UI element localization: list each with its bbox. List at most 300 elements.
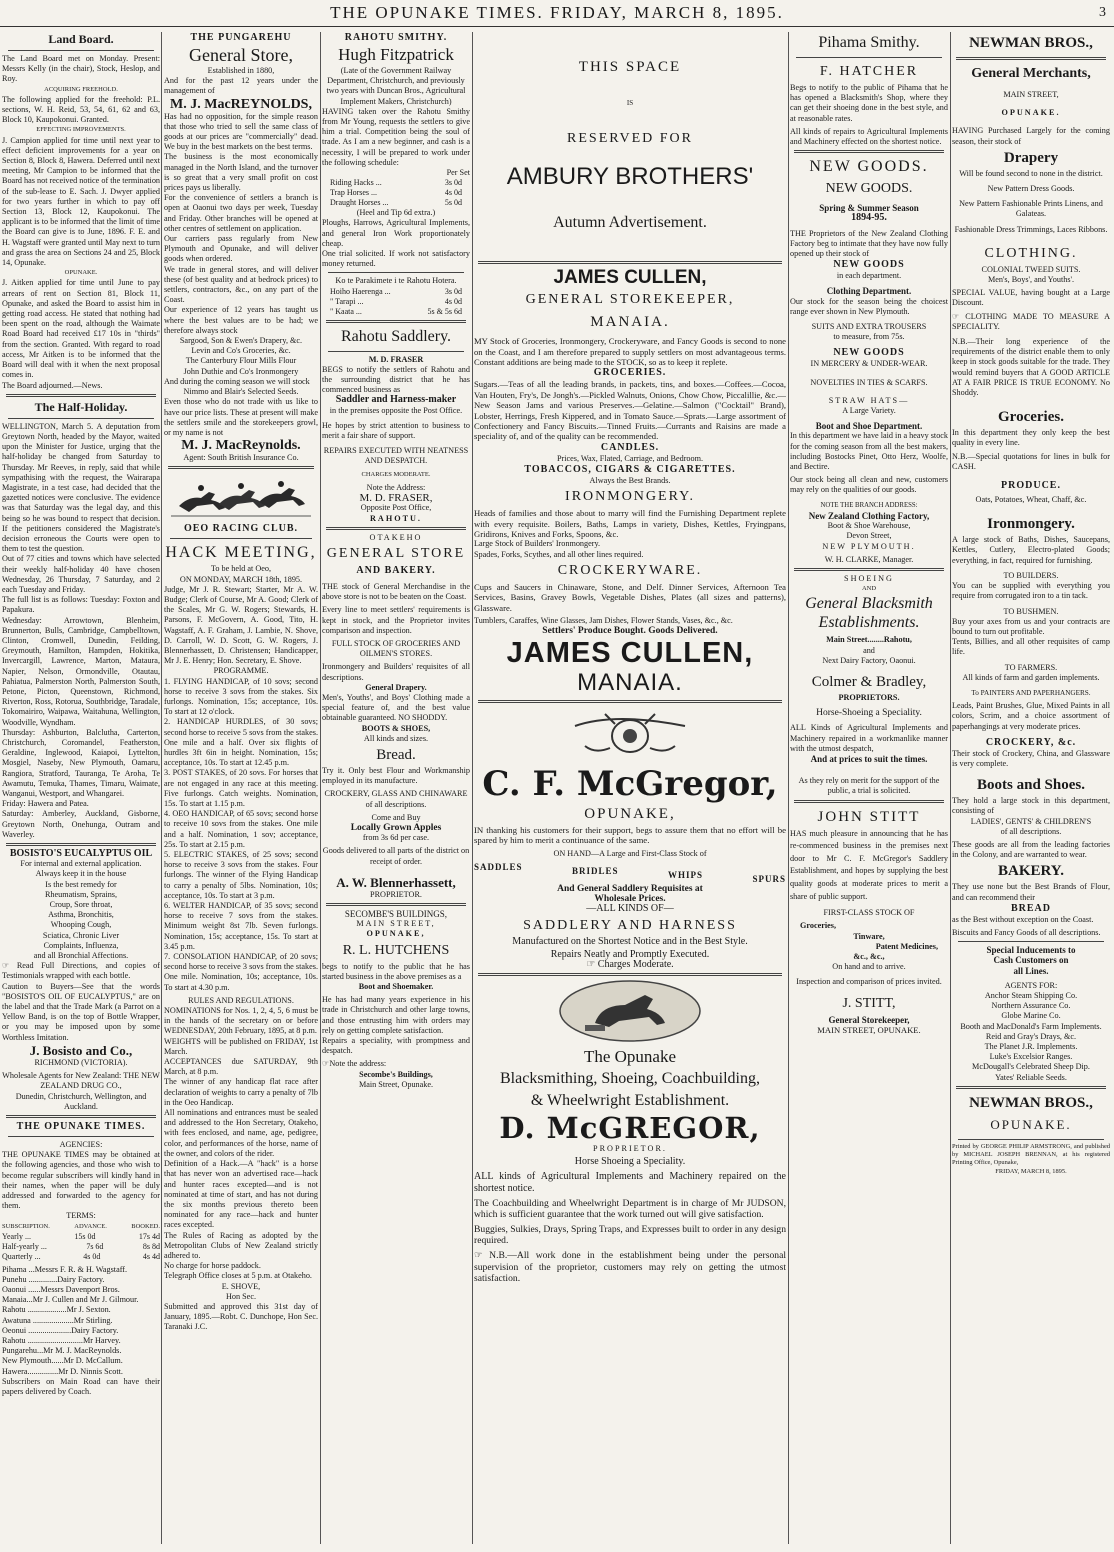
agent-line: Oeonui .....................Dairy Factory. [2,1325,119,1335]
horse-shoeing-line: Horse Shoeing a Speciality. [574,1156,686,1168]
tweed-line: COLONIAL TWEED SUITS. [981,264,1081,274]
remedy-line: and all Bronchial Affections. [33,951,129,961]
price-row [322,287,470,297]
brands-line: Always the Best Brands. [589,476,671,486]
imprint-text: Printed by GEORGE PHILIP ARMSTRONG, and published by MICHAEL JOSEPH BRENNAN, at his registered Printing Office, Opunake, [952,1142,1110,1166]
ad-text: Men's, Youths', and Boys' Clothing made a special feature of, and the best value obtainable guaranteed. NO SHODDY. [322,692,470,723]
cash-line: Cash Customers on [993,955,1069,966]
groceries-heading: Groceries. [998,409,1064,426]
remedy-line: Complaints, Influenza, [43,940,119,950]
main-street-line: MAIN STREET, OPUNAKE. [817,1024,921,1035]
remedy-line: Is the best remedy for [45,879,117,889]
column-3 [322,32,470,1544]
terms-row [2,1252,160,1262]
ad-text: Tumblers, Caraffes, Wine Glasses, Jam Dishes, Flower Stands, Vases, &c., &c. [474,616,733,626]
to-bushmen-heading: TO BUSHMEN. [1003,606,1059,616]
rules-text: No charge for horse paddock. [164,1261,261,1271]
groceries-heading: GROCERIES. [593,367,667,379]
agent-line: Agent: South British Insurance Co. [183,453,299,463]
column-6 [952,32,1110,1544]
new-goods-label-2: NEW GOODS [833,347,905,359]
ambury-brothers: AMBURY BROTHERS' [506,163,754,191]
agent-item: Anchor Steam Shipping Co. [984,990,1078,1000]
terms-header-row: SUBSCRIPTION. ADVANCE. BOOKED. [2,1222,160,1230]
candles-text: Prices, Wax, Flated, Carriage, and Bedroom. [556,453,704,463]
price-item: Trap Horses ... [330,188,378,198]
the-opunake-line: The Opunake [583,1047,677,1067]
manager-line: W. H. CLARKE, Manager. [824,554,914,564]
ad-text: For internal and external application. [20,859,142,869]
smithy-price-list [322,178,470,208]
stock-groceries: Groceries, [800,921,836,931]
wheelwright-line: & Wheelwright Establishment. [530,1092,730,1110]
ad-text: HAVING taken over the Rahotu Smithy from Mr Young, requests the settlers to give him a trial. Competition being the soul of trade. As I am a new beginner, and cash is a necessity, I will be prepared to work under the following schedule: [322,106,470,167]
column-5 [790,32,948,1544]
ad-text: Sugars.—Teas of all the leading brands, in packets, tins, and boxes.—Coffees.—Cocoa, Van Houten, Fry's, De Jongh's.—Pickled Walnuts, Onions, Chow Chow, Piccalillie, &c.—New Season Jams and various Preserves.—Gelatine.—Salmon ("Cocktail" Brand), Lobster, Herrings, Fresh Kippered, and in Tomato Sauce.—Sprats.—Large assortment of Confectionery and Fancy Biscuits.—Tinned Fruits.—Currants and Raisins are made a speciality of, and of the quality can be recommended. [474,379,786,442]
kinds-line: All kinds and sizes. [363,733,429,743]
stock-tinware: Tinware, [853,931,885,941]
ad-text: The business is the most economically managed in the North Island, and the turnover is so great that a very small profit on cost prices pays us liberally. [164,152,318,193]
ad-text: Our stock for the season being the choicest range ever shown in New Plymouth. [790,296,948,316]
mcgregor-name: C. F. McGregor, [482,763,778,804]
word-saddles: SADDLES [474,861,523,872]
to-builders-heading: TO BUILDERS. [1003,570,1059,580]
imprint-date: FRIDAY, MARCH 8, 1895. [995,1167,1067,1175]
remedy-line: Always keep it in the house [35,869,127,879]
secretary-name: E. SHOVE, [221,1281,261,1291]
ad-text: All kinds of farm and garden implements. [962,672,1100,682]
ad-text: N.B.—Special quotations for lines in bulk for CASH. [952,451,1110,471]
requisites-line: And General Saddlery Requisites at [557,883,703,894]
terms-cell: 7s 6d [86,1241,104,1251]
ad-text: Has had no opposition, for the simple reason that those who tried to sell the same class of goods at our prices are "commercially" dead. We buy in the best markets on the best terms. [164,111,318,152]
tobacco-heading: TOBACCOS, CIGARS & CIGARETTES. [524,464,736,476]
agent-line: New Plymouth......Mr D. McCallum. [2,1356,123,1366]
ad-text: These goods are all from the leading factories in the Colony, and are warranted to wear. [952,839,1110,860]
word-bridles: BRIDLES [571,865,619,876]
ad-text: Their stock of Crockery, China, and Glassware is very complete. [952,748,1110,768]
remedy-line: Asthma, Bronchitis, [48,910,114,920]
article-text: Thursday: Ashburton, Balclutha, Carterton, Christchurch, Coromandel, Featherston, Geraldine, Inglewood, Kaiapoi, Lyttelton, Mosgiel, Naseby, New Plymouth, Oamaru, Rangiora, Stratford, Tauranga, Te Aroha, Te Awamutu, Temuka, Thames, Timaru, Waimate, Wanganui, Westport, and Whangarei. [2,727,160,799]
terms-cell: Quarterly ... [2,1251,41,1261]
terms-cell: 4s 4d [142,1251,160,1261]
column-rule [950,32,951,1544]
article-text: The Board adjourned.—News. [2,380,103,390]
opunake-footer: OPUNAKE. [990,1116,1072,1132]
agencies-heading: AGENCIES: [59,1139,103,1149]
per-set-label: Per Set [446,168,470,178]
prices-line: And at prices to suit the times. [810,753,928,764]
ad-text: ☞ CLOTHING MADE TO MEASURE A SPECIALITY. [952,311,1110,331]
agent-item: Yates' Reliable Seeds. [995,1072,1067,1082]
heel-note: (Heel and Tip 6d extra.) [356,208,436,218]
season-years: 1894-95. [851,212,887,224]
oeo-club-title: OEO RACING CLUB. [183,523,299,535]
terms-cell: 17s 4d [138,1231,160,1241]
harness-maker-line: Saddler and Harness-maker [335,394,457,406]
rules-heading: RULES AND REGULATIONS. [188,995,294,1005]
boots-heading: BOOTS & SHOES, [361,723,431,733]
secombe-buildings-2: Secombe's Buildings, [359,1069,433,1079]
agents-list [952,991,1110,1083]
price-row [322,188,470,198]
race-event: 2. HANDICAP HURDLES, of 30 sovs; second horse to receive 5 sovs from the stakes. One mile and a half. Over six flights of hurdles 3ft 6in in height. Nomination, 15s; acceptance, 10s. To start at 12.45 p.m. [164,717,318,768]
meeting-date: ON MONDAY, MARCH 18th, 1895. [179,574,303,584]
bread-heading: Bread. [376,746,416,763]
remedy-line: Croup, Sore throat, [49,900,113,910]
times-text: THE OPUNAKE TIMES may be obtained at the following agencies, and those who wish to become regular subscribers will kindly hand in their names, when the paper will be duly addressed and forwarded to the agency for them. [2,1150,160,1211]
charges-line: ☞ Charges Moderate. [586,958,674,970]
times-title: THE OPUNAKE TIMES. [16,1120,146,1132]
ad-text: Buy your axes from us and your contracts are bound to turn out profitable. [952,616,1110,636]
stock-etc: &c., &c., [853,951,885,961]
rahotu-line: RAHOTU. [370,513,422,523]
novelties-line: NOVELTIES IN TIES & SCARFS. [810,377,928,387]
ad-text: Caution to Buyers—See that the words "BOSISTO'S OIL OF EUCALYPTUS," are on the label and that the Trade Mark (a Parrot on a Yellow Band, is on the top of Bottle Wrapper, or you may be imposed upon by some Worthless Imitation. [2,981,160,1042]
race-event: 1. FLYING HANDICAP, of 10 sovs; second horse to receive 3 sovs from the stakes. Six furlongs. Nomination, 15s; acceptance, 10s. To start at 12 o'clock. [164,676,318,717]
price-row [322,178,470,188]
article-text: The Land Board met on Monday. Present: Messrs Kelly (in the chair), Stock, Heslop, and Roy. [2,54,160,84]
ad-text: HAS much pleasure in announcing that he has re-commenced business in the premises next door to Mr C. F. McGregor's Saddlery Establishment, and hopes by supplying the best quality goods at moderate prices to merit a share of public support. [790,828,948,901]
est-line: Established in 1880, [207,66,275,75]
masthead-title: THE OPUNAKE TIMES. FRIDAY, MARCH 8, 1895. [330,3,784,22]
boot-dept-heading: Boot and Shoe Department. [815,421,923,432]
article-text: The full list is as follows: Tuesday: Foxton and Papakura. [2,595,160,615]
ad-text: N.B.—Their long experience of the requirements of the district enable them to only keep in stock goods suitable for the trade. They would remind buyers that A GOOD ARTICLE AT A FAIR PRICE IS TRUE ECONOMY. No Shoddy. [952,337,1110,398]
ad-text: Dunedin, Christchurch, Wellington, and Auckland. [15,1091,147,1111]
suits-line: SUITS AND EXTRA TROUSERS [811,322,927,332]
measure-line: to measure, from 75s. [833,332,905,342]
ad-text: Ploughs, Harrows, Agricultural Implements, and general Iron Work proportionately cheap. [322,218,470,248]
manaia-line: MANAIA. [590,314,670,331]
wholesale-line: Wholesale Prices. [594,894,666,905]
ad-text: ☞ N.B.—All work done in the establishment being under the personal supervision of the proprietor, customers may rely on getting the utmost satisfaction. [474,1249,786,1285]
clothing-heading: CLOTHING. [984,245,1078,261]
agent-line: Rahotu ...........................Mr Harvey. [2,1335,121,1345]
terms-cell: 4s 0d [83,1251,101,1261]
subheading: EFFECTING IMPROVEMENTS. [36,126,126,134]
agent-line: Hawera...............Mr D. Ninnis Scott. [2,1366,123,1376]
page-number: 3 [1099,5,1106,20]
repairs-line: Repairs Neatly and Promptly Executed. [550,948,710,960]
season-line: Spring & Summer Season [819,203,919,214]
ad-text: Ironmongery and Builders' requisites of all descriptions. [322,662,470,682]
full-stock-line: FULL STOCK OF GROCERIES AND OILMEN'S STORES. [331,638,461,659]
ad-text: begs to notify to the public that he has started business in the above premises as a [322,961,470,981]
ad-text: They hold a large stock in this department, consisting of [952,796,1110,816]
terms-row [2,1242,160,1252]
rules-text: Submitted and approved this 31st day of January, 1895.—Robt. C. Dunchope, Hon Sec. Taranaki J.C. [164,1301,318,1332]
macreynolds-signature: M. J. MacReynolds. [181,438,301,454]
race-event: 7. CONSOLATION HANDICAP, of 20 sovs; second horse to receive 3 sovs from the stakes. One mile. Nomination, 10s; acceptance, 10s. To start at 4.30 p.m. [164,952,318,992]
opunake-line: OPUNAKE. [1001,108,1061,118]
ironmongery-heading: IRONMONGERY. [565,489,695,505]
bosisto-remedy-list [2,869,160,961]
column-rule [320,32,321,1544]
main-street-rahotu: Main Street........Rahotu, [826,635,912,645]
is-line: IS [626,99,634,107]
ad-text: (Late of the Government Railway Department, Christchurch, and previously two years with Duncan Bros., Agricultural Implement Makers, Christchurch) [326,66,466,106]
secombe-heading: SECOMBE'S BUILDINGS, [344,908,448,919]
ad-text: Our stock being all clean and new, customers may rely on the qualities of our goods. [790,475,948,495]
column-rule [161,32,162,1544]
warehouse-line: Boot & Shoe Warehouse, [827,521,911,531]
agent-line: Awatuna ....................Mr Stirling. [2,1315,113,1325]
opposite-line: Opposite Post Office, [360,503,432,513]
blacksmith-establishments: General Blacksmith Establishments. [805,595,933,632]
ad-text: Spades, Forks, Scythes, and all other lines required. [474,549,644,559]
descriptions-line: of all descriptions. [365,799,427,809]
ad-text: All kinds of repairs to Agricultural Implements and Machinery effected on the shortest notice. [790,126,948,147]
on-hand-line: ON HAND—A Large and First-Class Stock of [553,848,707,858]
ad-text: And for the past 12 years under the management of [164,76,318,96]
rahotu-smithy-heading: RAHOTU SMITHY. [344,32,448,43]
ad-text: THE Proprietors of the New Zealand Clothing Factory beg to intimate that they have now fully opened up their stock of [790,228,948,259]
programme-heading: PROGRAMME. [213,666,269,676]
article-text: Out of 77 cities and towns which have selected their weekly half-holiday 40 have chosen Wednesday, 26 Thursday, 7 Saturday, and 2 each Tuesday and Friday. [2,554,160,594]
ad-text: Every line to meet settlers' requirements is kept in stock, and the Proprietor invites comparison and inspection. [322,605,470,635]
terms-table [2,1232,160,1262]
terms-cell: Half-yearly ... [2,1241,47,1251]
come-line: Come and Buy [371,812,421,822]
ad-text: ☞ Read Full Directions, and copies of Testimonials wrapped with each bottle. [2,961,160,981]
secretary-title: Hon Sec. [225,1291,256,1301]
stock-medicines: Patent Medicines, [875,941,938,951]
colmer-bradley-name: Colmer & Bradley, [811,673,927,690]
ad-text: In this department we have laid in a heavy stock for the coming season from all the best makers, including Bostocks Pinet, Otto Herz, Woolfe, and Bectire. [790,431,948,472]
mby-line: Men's, Boys', and Youths'. [987,275,1075,285]
and-bakery-heading: AND BAKERY. [356,564,436,576]
article-text: WELLINGTON, March 5. A deputation from Greytown North, headed by the Mayor, waited upon the Minister for Justice, urging that the half-holiday be changed from Saturday to Thursday. Mr Reeves, in reply, said that while sympathising with the request, the Wairarapa Magistrate, in a test case, had decided that the gazetted notices were conclusive. The evidence was that Saturday was the legal day, and this being so he was bound to respect that decision. If the petitioners considered the Magistrate's decision erroneous the Courts were open to them to test the question. [2,421,160,554]
agent-line: Punehu ..............Dairy Factory. [2,1274,105,1284]
price-item: " Tarapi ... [330,296,364,306]
bosisto-place: RICHMOND (VICTORIA). [34,1057,128,1067]
race-event: 3. POST STAKES, of 20 sovs. For horses that are not engaged in any race at this meeting. Five furlongs. Catch weights. Nomination, 15s. To start at 1.15 p.m. [164,768,318,808]
ad-text: Begs to notify to the public of Pihama that he has opened a Blacksmith's Shop, where they can get their shoeing done in the best style, and at reasonable rates. [790,83,948,123]
price-value: 5s & 5s 6d [427,306,462,316]
apples-line: Locally Grown Apples [350,822,442,833]
saddlery-words [474,862,786,884]
rules-text: The winner of any handicap flat race after declaration of weights to carry a penalty of 7lb in the Oeo Handicap. [164,1077,318,1107]
ad-text: Even those who do not trade with us like to have our price lists. These at present will make the settlers smile and the storekeepers growl, or my name is not [164,397,318,437]
ad-text: He hopes by strict attention to business to merit a fair share of support. [322,420,470,441]
hack-meeting-title: HACK MEETING, [165,544,317,562]
produce-line: Oats, Potatoes, Wheat, Chaff, &c. [975,495,1087,505]
this-space-line: THIS SPACE [578,59,682,75]
bosisto-title: BOSISTO'S EUCALYPTUS OIL [9,848,153,860]
ad-text: As they rely on merit for the support of the public, a trial is solicited. [798,776,940,796]
arrive-line: On hand and to arrive. [832,962,906,972]
agent-item: Booth and MacDonald's Farm Implements. [960,1021,1102,1031]
charges-line: CHARGES MODERATE. [361,470,431,478]
price-row [322,307,470,317]
horse-shoeing-speciality: Horse-Shoeing a Speciality. [816,708,922,719]
rules-text: Telegraph Office closes at 5 p.m. at Otakeho. [164,1271,312,1281]
ad-text: Goods delivered to all parts of the district on receipt of order. [322,846,470,866]
drapery-heading: Drapery [1003,149,1059,166]
new-plymouth-line: NEW PLYMOUTH. [822,541,916,551]
reserved-line: RESERVED FOR [567,131,693,147]
terms-cell: 15s 0d [74,1231,96,1241]
rules-text: The Rules of Racing as adopted by the Metropolitan Clubs of New Zealand strictly adhered to. [164,1230,318,1260]
ad-text: MY Stock of Groceries, Ironmongery, Crockeryware, and Fancy Goods is second to none on the Coast, and I am therefore prepared to supply settlers on most advantageous terms. Constant additions are being made to the STOCK, so as to keep it replete. [474,336,786,368]
stock-list [164,336,318,377]
blennerhassett-name: A. W. Blennerhassett, [336,874,456,890]
apples-price: from 3s 6d per case. [362,833,430,843]
word-whips: WHIPS [667,869,703,880]
ad-text: Repairs a speciality, with promptness and despatch. [322,1036,470,1056]
price-item: Riding Hacks ... [330,178,382,188]
and-line: AND [861,585,877,593]
to-farmers-heading: TO FARMERS. [1004,662,1058,672]
race-event: 5. ELECTRIC STAKES, of 25 sovs; second horse to receive 3 sovs from the stakes. Four furlongs. The winner of the Flying Handicap to carry a penalty of 5lbs. Nomination, 10s; acceptance, 10s. To start at 3 p.m. [164,850,318,900]
agent-item: Luke's Excelsior Ranges. [989,1052,1073,1062]
ad-text: One trial solicited. If work not satisfactory money returned. [322,249,470,269]
mercery-line: IN MERCERY & UNDER-WEAR. [810,359,928,369]
rules-text: WEIGHTS will be published on FRIDAY, 1st March. [164,1036,318,1056]
main-street-line: MAIN STREET, [356,919,436,929]
crockeryware-heading: CROCKERYWARE. [557,562,703,578]
ad-text: Biscuits and Fancy Goods of all descriptions. [952,927,1101,937]
general-store-title: General Store, [189,45,293,65]
ad-text: Wholesale Agents for New Zealand: THE NEW ZEALAND DRUG CO., [2,1071,160,1091]
article-text: Saturday: Amberley, Auckland, Gisborne, Greytown North, Onehunga, Outram and Waverley. [2,809,160,839]
next-dairy-line: Next Dairy Factory, Oaonui. [822,655,916,665]
ad-text: Cups and Saucers in Chinaware, Stone, and Delf. Dinner Services, Afternoon Tea Services, Basins, Gravey Bowls, Vegetable Dishes, Plates (all sizes and patterns), Glassware. [474,581,786,613]
ad-text: The Coachbuilding and Wheelwright Department is in charge of Mr JUDSON, which is sufficient guarantee that the work turned out will give satisfaction. [474,1197,786,1221]
column-4 [474,32,786,1544]
and-line-2: and [863,645,875,655]
agent-list [2,1265,160,1377]
terms-cell: Yearly ... [2,1231,31,1241]
rules-text: Definition of a Hack.—A "hack" is a horse that has never won an advertised race—hack and hunter races excepted—and is not nominated at time of start, and has not during the six months previous thereto been nominated for any race—hack and hunter races excepted. [164,1159,318,1230]
shoemaker-line: Boot and Shoemaker. [358,982,434,991]
column-1 [2,32,160,1544]
ad-text: Heads of families and those about to marry will find the Furnishing Department replete with every requisite. Boilers, Baths, Lamps in variety, Dishes, Kettles, Fryingpans, Gridirons, Knives and Forks, Spoons, &c. [474,508,786,540]
maori-price-list [322,287,470,317]
agent-line: Pungarehu...Mr M. J. MacReynolds. [2,1346,122,1356]
agent-item: Reid and Gray's Drays, &c. [985,1031,1077,1041]
ad-text: We trade in general stores, and will deliver these (of best quality and at bedrock prices) to settlers, contractors, &c., on any part of the Coast. [164,264,318,305]
macreynolds-name: M. J. MacREYNOLDS, [170,96,312,112]
saddlery-harness-heading: SADDLERY AND HARNESS [523,917,737,933]
agent-item: The Planet J.R. Implements. [984,1042,1078,1051]
ad-text: For the convenience of settlers a branch is open at Oaonui two days per week, Tuesday and Friday. Other branches will be opened at other centres of settlement on application. [164,193,318,233]
crockery-line: CROCKERY, GLASS AND CHINAWARE [324,789,468,799]
race-event: 6. WELTER HANDICAP, of 35 sovs; second horse to receive 7 sovs from the stakes. Minimum weight 8st 7lb. Seven furlongs. Nomination, 15s; acceptance, 15s. To start at 3.45 p.m. [164,901,318,951]
agent-line: Pihama ...Messrs F. R. & H. Wagstaff. [2,1264,128,1274]
ironmongery-heading: Ironmongery. [987,516,1075,533]
ad-text: Try it. Only best Flour and Workmanship employed in its manufacture. [322,765,470,786]
new-goods-label: NEW GOODS [833,259,905,271]
agent-item: Globe Marine Co. [1001,1011,1061,1021]
price-value: 4s 0d [444,188,462,198]
general-store-heading: GENERAL STORE [326,545,466,561]
repairs-line: REPAIRS EXECUTED WITH NEATNESS AND DESPATCH. [323,446,469,466]
ad-text: HAVING Purchased Largely for the coming season, their stock of [952,126,1110,146]
price-row [322,297,470,307]
terms-cell: 8s 8d [142,1241,160,1251]
saddle-emblem-illustration [565,706,695,762]
word-spurs: SPURS [752,873,786,884]
agent-line: Rahotu ...................Mr J. Sexton. [2,1305,111,1315]
ad-text: Buggies, Sulkies, Drays, Spring Traps, and Expresses built to order in any design required. [474,1223,786,1247]
department-line: in each department. [836,271,902,281]
stock-line: The Canterbury Flour Mills Flour [185,356,297,366]
main-street-opunake: Main Street, Opunake. [358,1079,434,1089]
land-board-title: Land Board. [48,32,114,46]
pungarehu-heading: THE PUNGAREHU [190,32,292,43]
price-row [322,198,470,208]
ad-text: Leads, Paint Brushes, Glue, Mixed Paints in all colors, Scrim, and a choice assortment of paperhangings at very moderate prices. [952,701,1110,731]
clothing-dept-heading: Clothing Department. [826,286,912,297]
storekeeper-line: General Storekeeper, [828,1014,910,1025]
manaia-big: MANAIA. [577,668,683,696]
race-event: 4. OEO HANDICAP, of 65 sovs; second horse to receive 10 sovs from the stakes. One mile and a half. Nomination, 1 sov; acceptance, 25s. To start at 2.15 p.m. [164,809,318,849]
ad-text: He has had many years experience in his trade in Christchurch and other large towns, and those entrusting him with orders may rely on getting complete satisfaction. [322,995,470,1035]
opunake-line: OPUNAKE, [366,929,426,939]
pihama-smithy-title: Pihama Smithy. [818,34,920,51]
ad-text: Fashionable Dress Trimmings, Laces Ribbons. [954,224,1108,234]
descriptions-line: of all descriptions. [1000,826,1062,836]
newman-bros-title: NEWMAN BROS., [969,35,1093,51]
terms-heading: TERMS: [66,1211,96,1221]
maori-heading: Ko te Parakimete i te Rahotu Hotera. [335,276,457,286]
ad-text: ALL Kinds of Agricultural Implements and Machinery repaired in a workmanlike manner with the utmost despatch, [790,723,948,753]
ad-text: Tents, Billies, and all other requisites of camp life. [952,637,1110,657]
settlers-produce-line: Settlers' Produce Bought. Goods Delivered. [542,626,718,637]
new-goods-heading: NEW GOODS. [809,158,929,176]
agent-line: Manaia...Mr J. Cullen and Mr J. Gilmour. [2,1295,139,1305]
article-text: The following applied for the freehold: P.L. sections, W. H. Reid, 53, 54, 61, 62 and 63, Block 10, Kaupokonui. Granted. [2,94,160,125]
stock-line: John Duthie and Co's Ironmongery [183,366,299,376]
general-merchants-title: General Merchants, [971,66,1091,81]
otakeho-heading: OTAKEHO [369,532,423,542]
branch-address-label: NOTE THE BRANCH ADDRESS: [820,501,918,509]
ad-text: as the Best without exception on the Coast. [952,914,1094,924]
hatcher-name: F. HATCHER [819,64,919,79]
bakery-heading: BAKERY. [997,863,1065,880]
terms-row [2,1232,160,1242]
boots-shoes-heading: Boots and Shoes. [977,777,1085,794]
ad-text: Large Stock of Builders' Ironmongery. [474,539,601,549]
james-cullen-big: JAMES CULLEN, [506,636,754,669]
ad-text: And during the coming season we will stock [164,376,310,386]
ad-text: in the premises opposite the Post Office. [329,405,463,415]
ad-text: BEGS to notify the settlers of Rahotu and the surrounding district that he has commenced business as [322,364,470,395]
times-text: Subscribers on Main Road can have their papers delivered by Coach. [2,1376,160,1396]
remedy-line: Whooping Cough, [50,920,112,930]
ad-text: ALL kinds of Agricultural Implements and Machinery repaired on the shortest notice. [474,1170,786,1194]
inspection-line: Inspection and comparison of prices invited. [796,977,942,987]
subheading: OPUNAKE. [64,269,98,277]
article-text: J. Aitken applied for time until June to pay arrears of rent on Section 81, Block 11, Opunake, and asked the Board to assist him in getting road access. He stated that nothing had been spent on the road, although the Waimate Road Board had received £17 10s in "thirds" from the section. Granted. With regard to road access, Mr Aitken is to be informed that the Board will deal with it when the next proposal comes in. [2,278,160,380]
ad-text: You can be supplied with everything you require from corrugated iron to a tin tack. [952,581,1110,601]
rules-text: ACCEPTANCES due SATURDAY, 9th March, at 8 p.m. [164,1057,318,1077]
ad-text: They use none but the Best Brands of Flour, and can recommend their [952,882,1110,902]
ad-text: A large stock of Baths, Dishes, Saucepans, Kettles, Cutlery, Electro-plated Goods; everything, in fact, required for furnishing. [952,535,1110,565]
ad-text: New Pattern Dress Goods. [987,184,1075,194]
special-line: Special Inducements to [986,945,1076,956]
held-line: To be held at Oeo, [210,564,272,574]
remedy-line: Rheumatism, Sprains, [44,889,118,899]
price-item: Hoiho Haerenga ... [330,286,391,296]
ad-text: Our experience of 12 years has taught us where the best values are to be had; we therefore always stock [164,305,318,335]
j-stitt-name: J. STITT, [842,995,896,1011]
devon-street-line: Devon Street, [846,531,892,541]
autumn-ad-line: Autumn Advertisement. [553,214,707,232]
note-address: ☞Note the address: [322,1059,387,1069]
